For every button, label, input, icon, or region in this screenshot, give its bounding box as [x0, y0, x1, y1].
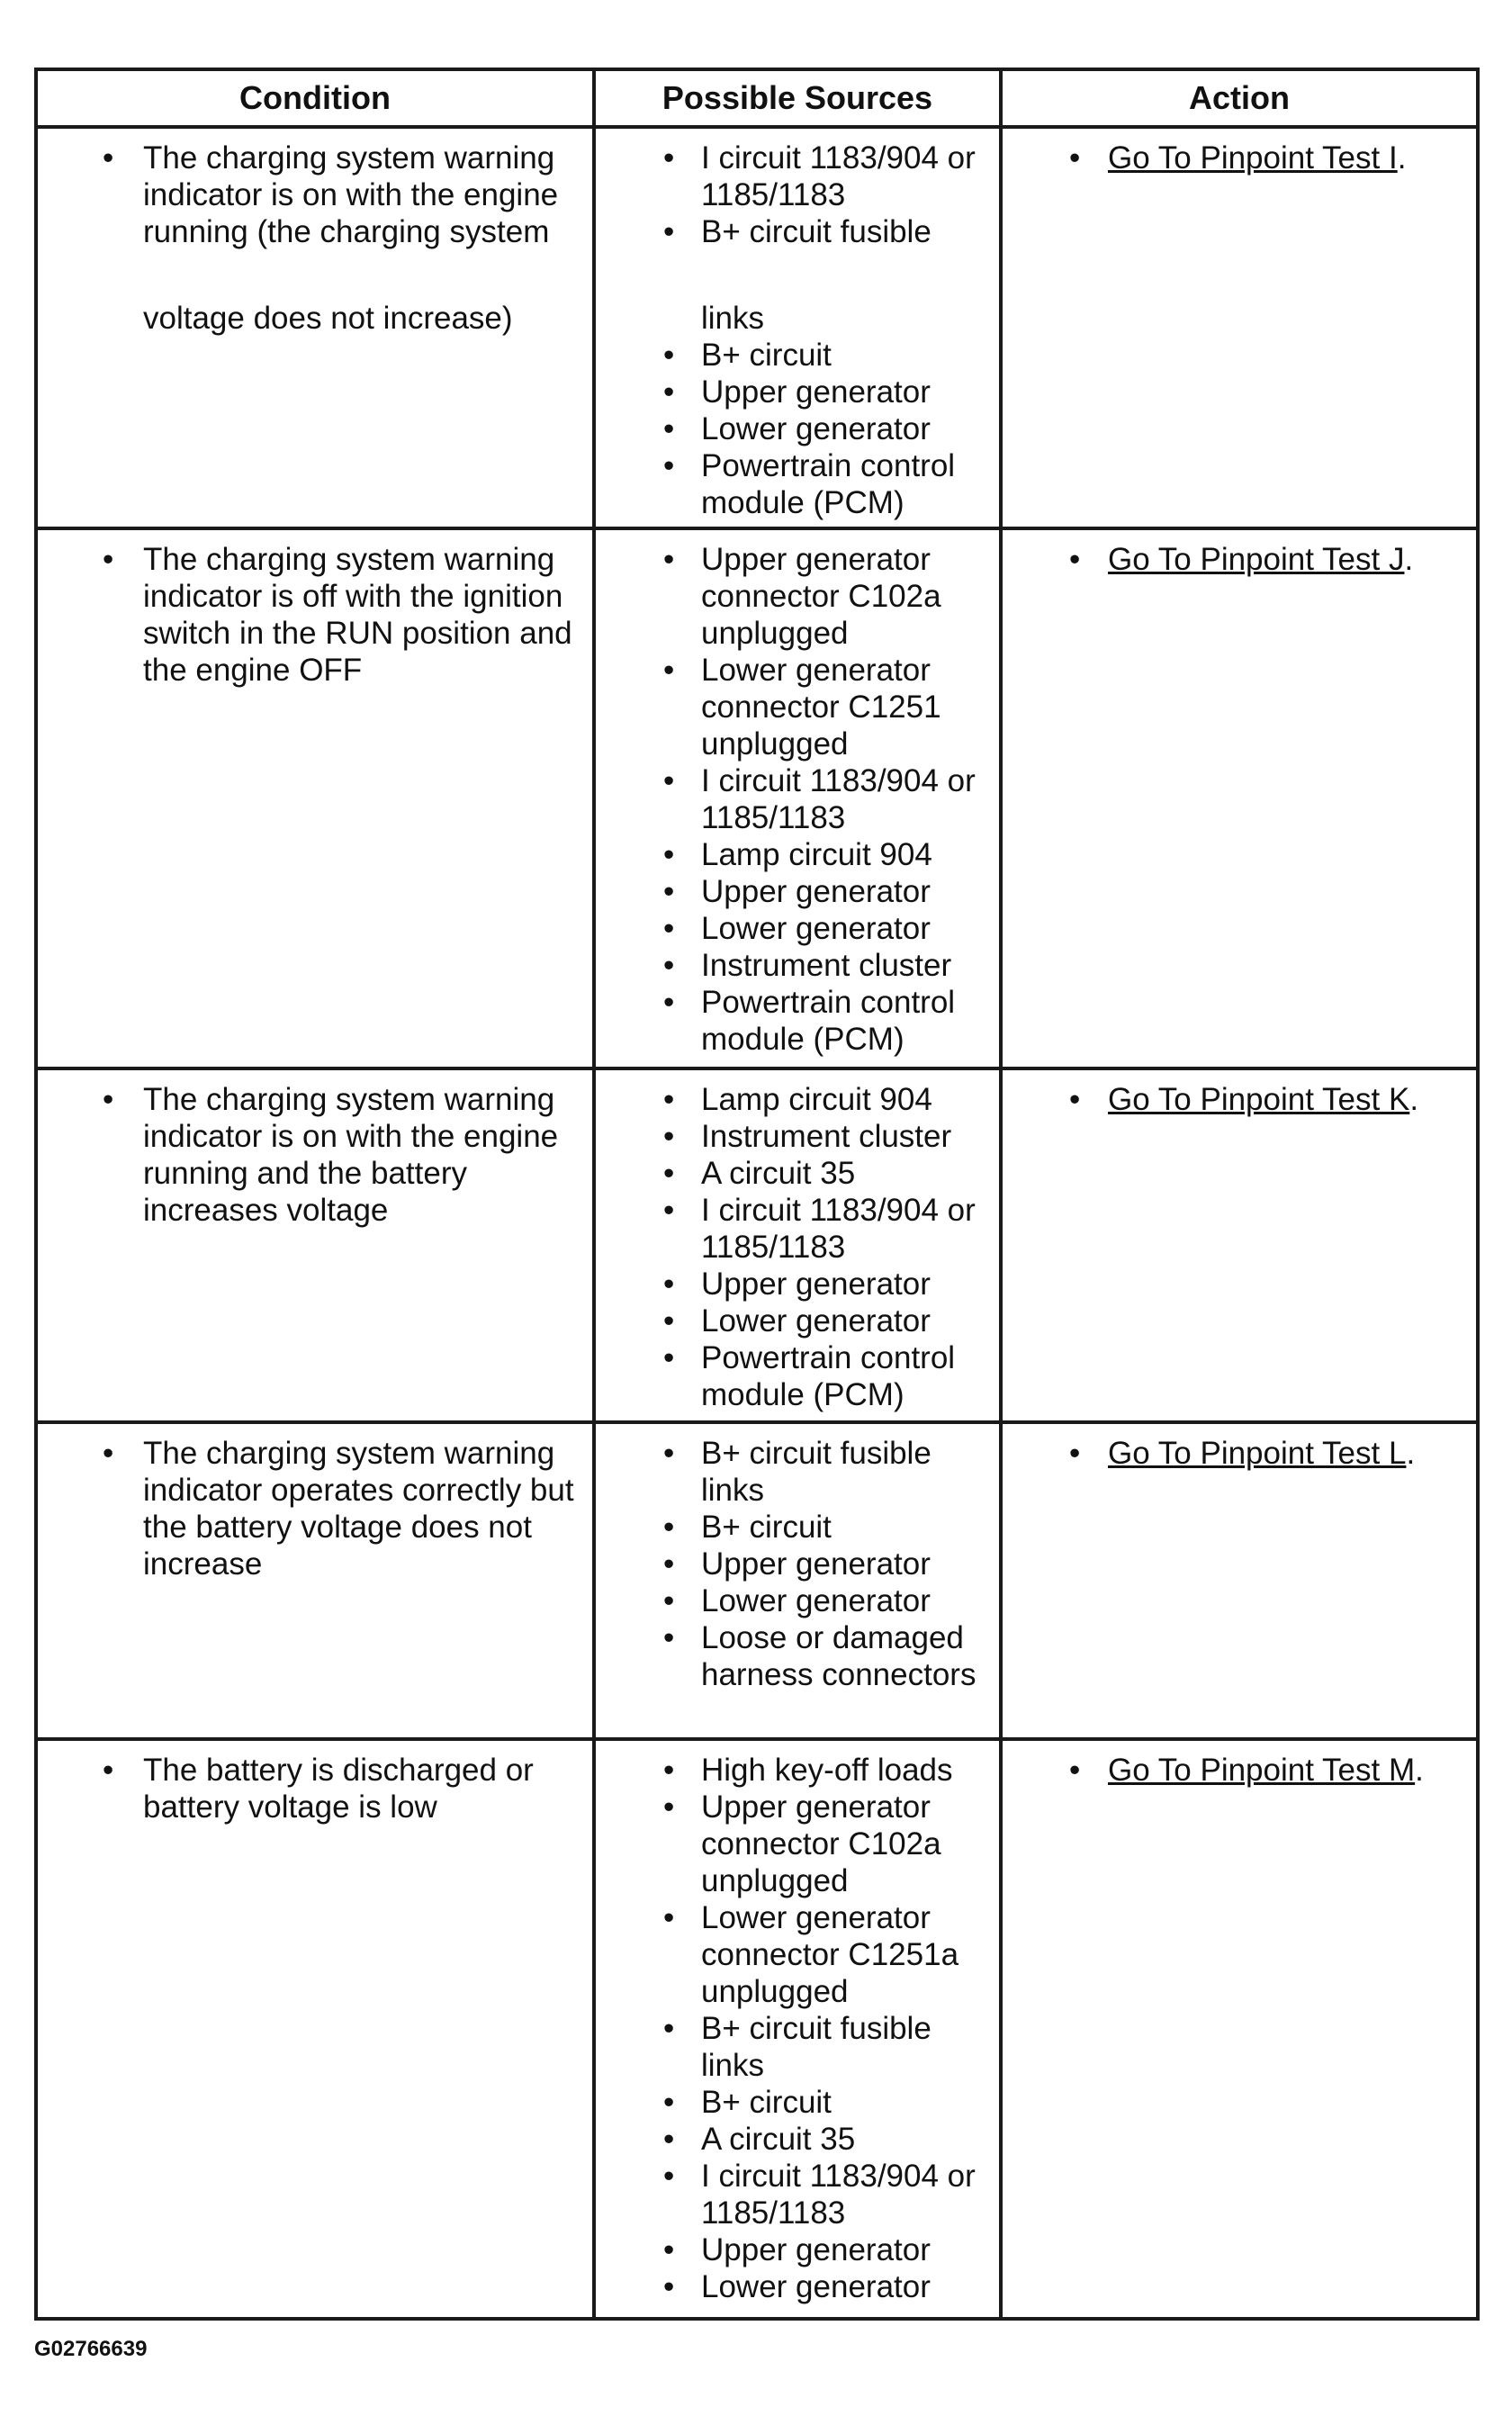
source-item: • Lower generator	[607, 410, 988, 447]
diagnostic-table	[34, 68, 1480, 2321]
figure-id: G02766639	[34, 2337, 148, 2361]
sources-cell	[594, 1422, 1001, 1739]
source-item: • High key-off loads	[607, 1752, 988, 1789]
source-item: • Lamp circuit 904	[607, 836, 988, 873]
source-item: • Upper generator	[607, 1546, 988, 1582]
sources-cell	[594, 127, 1001, 528]
source-item: • A circuit 35	[607, 1155, 988, 1192]
table-row	[36, 127, 1478, 528]
action-suffix: .	[1404, 542, 1414, 577]
action-suffix: .	[1397, 140, 1407, 176]
source-item: • Powertrain control module (PCM)	[607, 1339, 988, 1413]
source-item: • Upper generator	[607, 873, 988, 910]
source-text: links	[701, 301, 765, 336]
pinpoint-test-link[interactable]: Go To Pinpoint Test K	[1108, 1082, 1410, 1117]
condition-item: • The charging system warning indicator is on with the engine running and the battery increases voltage	[49, 1081, 581, 1229]
condition-item: • The charging system warning indicator operates correctly but the battery voltage does not increase	[49, 1435, 581, 1582]
table-row	[36, 528, 1478, 1068]
source-item: • A circuit 35	[607, 2121, 988, 2158]
source-item: • Powertrain control module (PCM)	[607, 984, 988, 1058]
action-item	[1013, 1081, 1465, 1118]
source-item: • I circuit 1183/904 or 1185/1183	[607, 762, 988, 836]
source-text: B+ circuit fusible	[701, 214, 932, 249]
source-item: • Lower generator	[607, 910, 988, 947]
sources-cell	[594, 1739, 1001, 2319]
action-suffix: .	[1406, 1436, 1416, 1471]
action-item	[1013, 1752, 1465, 1789]
source-item: • Lower generator	[607, 2268, 988, 2305]
source-item: • Powertrain control module (PCM)	[607, 447, 988, 521]
condition-text: voltage does not increase)	[143, 301, 513, 336]
source-item: • I circuit 1183/904 or 1185/1183	[607, 2158, 988, 2231]
action-item	[1013, 1435, 1465, 1472]
header-row	[36, 69, 1478, 127]
source-item: • B+ circuit fusible links	[607, 2010, 988, 2084]
condition-cell	[36, 528, 594, 1068]
header-action: Action	[1001, 69, 1478, 127]
action-suffix: .	[1415, 1753, 1424, 1788]
source-item: • I circuit 1183/904 or 1185/1183	[607, 1192, 988, 1266]
table-row	[36, 1422, 1478, 1739]
pinpoint-test-link[interactable]: Go To Pinpoint Test L	[1108, 1436, 1407, 1471]
header-possible-sources: Possible Sources	[594, 69, 1001, 127]
condition-cell	[36, 1739, 594, 2319]
source-item: • Upper generator connector C102a unplugged	[607, 541, 988, 652]
source-item: • Instrument cluster	[607, 1118, 988, 1155]
action-cell	[1001, 1739, 1478, 2319]
condition-cell	[36, 1068, 594, 1422]
source-item: • Loose or damaged harness connectors	[607, 1619, 988, 1693]
source-item	[607, 213, 988, 337]
pinpoint-test-link[interactable]: Go To Pinpoint Test J	[1108, 542, 1405, 577]
source-item: • Lower generator connector C1251a unplugged	[607, 1899, 988, 2010]
source-item: • B+ circuit	[607, 337, 988, 374]
source-item: • Lower generator	[607, 1303, 988, 1339]
source-item: • Upper generator connector C102a unplugged	[607, 1789, 988, 1899]
condition-item	[49, 140, 581, 337]
source-item: • B+ circuit	[607, 1509, 988, 1546]
source-item: • Lamp circuit 904	[607, 1081, 988, 1118]
table-row	[36, 1068, 1478, 1422]
source-item: • Upper generator	[607, 374, 988, 410]
action-cell	[1001, 1068, 1478, 1422]
source-item: • B+ circuit	[607, 2084, 988, 2121]
source-item: • Upper generator	[607, 1266, 988, 1303]
condition-item: • The battery is discharged or battery voltage is low	[49, 1752, 581, 1826]
table-row	[36, 1739, 1478, 2319]
header-condition: Condition	[36, 69, 594, 127]
sources-cell	[594, 1068, 1001, 1422]
action-suffix: .	[1409, 1082, 1419, 1117]
source-item: • B+ circuit fusible links	[607, 1435, 988, 1509]
source-item: • Lower generator	[607, 1582, 988, 1619]
condition-item: • The charging system warning indicator is off with the ignition switch in the RUN position and the engine OFF	[49, 541, 581, 689]
source-item: • Lower generator connector C1251 unplugged	[607, 652, 988, 762]
condition-cell	[36, 1422, 594, 1739]
condition-cell	[36, 127, 594, 528]
condition-text: The charging system warning indicator is on with the engine running (the charging system	[143, 140, 559, 249]
action-item	[1013, 541, 1465, 578]
action-cell	[1001, 127, 1478, 528]
source-item: • Upper generator	[607, 2231, 988, 2268]
pinpoint-test-link[interactable]: Go To Pinpoint Test I	[1108, 140, 1398, 176]
source-item: • I circuit 1183/904 or 1185/1183	[607, 140, 988, 213]
action-item	[1013, 140, 1465, 176]
sources-cell	[594, 528, 1001, 1068]
action-cell	[1001, 1422, 1478, 1739]
action-cell	[1001, 528, 1478, 1068]
source-item: • Instrument cluster	[607, 947, 988, 984]
pinpoint-test-link[interactable]: Go To Pinpoint Test M	[1108, 1753, 1416, 1788]
